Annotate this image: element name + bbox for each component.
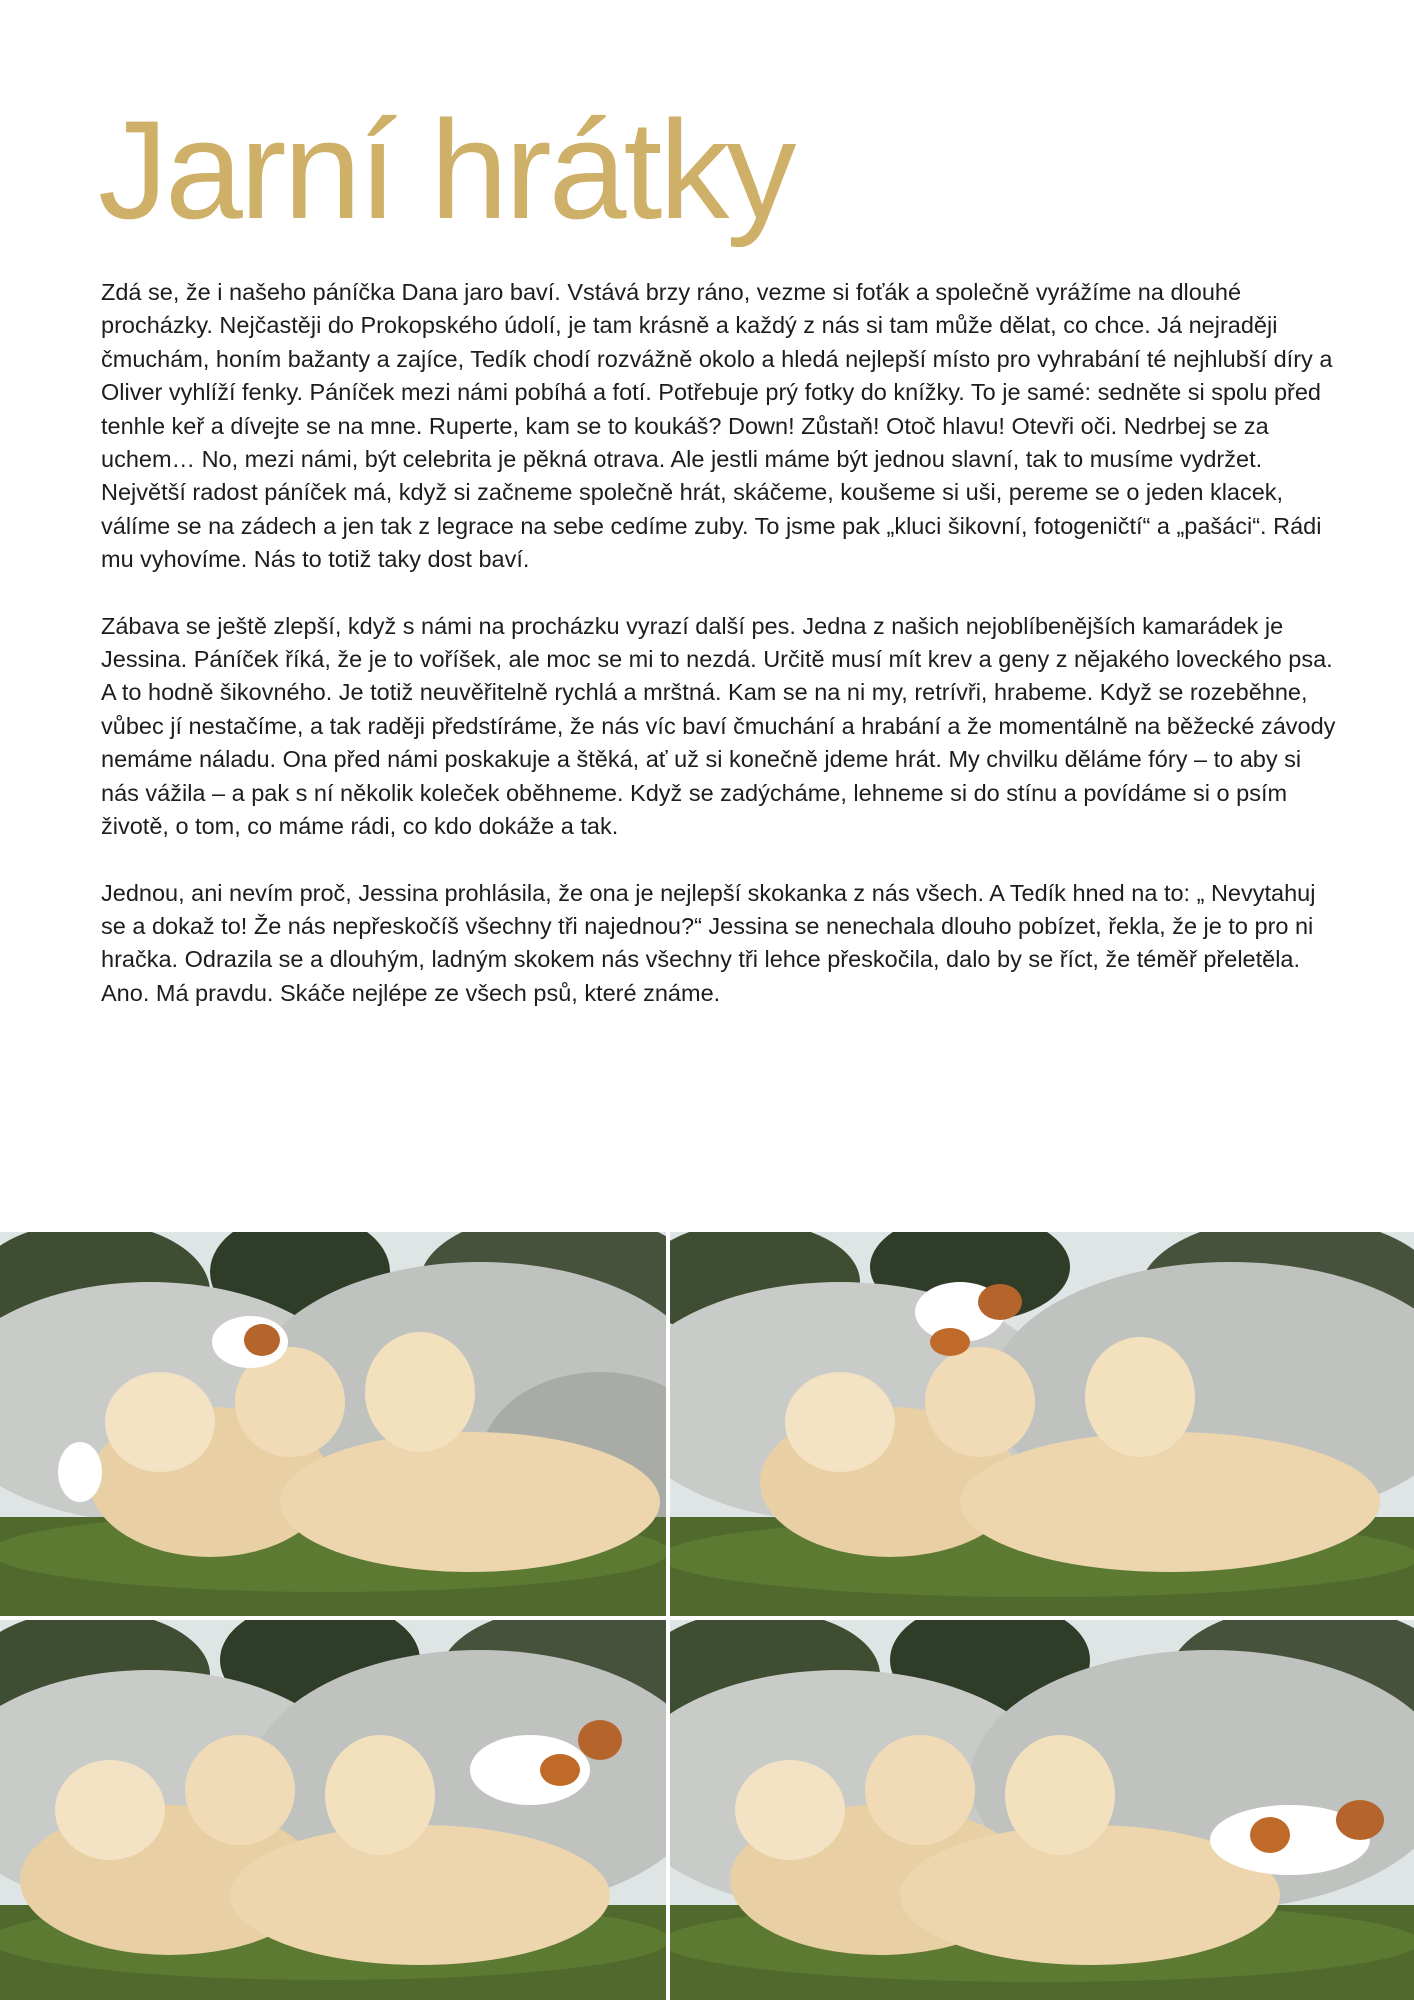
paragraph-2: Zábava se ještě zlepší, když s námi na procházku vyrazí další pes. Jedna z našich nejoblíbenějších kamarádek je Jessina. Páníček říká, že je to voříšek, ale moc se mi to nezdá. Určitě musí mít krev a geny z nějakého loveckého psa. A to hodně šikovného. Je totiž neuvěřitelně rychlá a mrštná. Kam se na ni my, retrívři, hrabeme. Když se rozeběhne, vůbec jí nestačíme, a tak raději předstíráme, že nás víc baví čmuchání a hrabání a že momentálně na běžecké závody nemáme náladu. Ona před námi poskakuje a štěká, ať už si konečně jdeme hrát. My chvilku děláme fóry – to aby si nás vážila – a pak s ní několik koleček oběhneme. Když se zadýcháme, lehneme si do stínu a povídáme si o psím životě, o tom, co máme rádi, co kdo dokáže a tak. bbox=[101, 612, 1336, 840]
page-title: Jarní hrátky bbox=[98, 91, 794, 248]
photo-dogs-4 bbox=[670, 1620, 1414, 2000]
article-body bbox=[101, 276, 1341, 1043]
paragraph-1: Zdá se, že i našeho páníčka Dana jaro baví. Vstává brzy ráno, vezme si foťák a společně vyrážíme na dlouhé procházky. Nejčastěji do Prokopského údolí, je tam krásně a každý z nás si tam může dělat, co chce. Já nejraději čmuchám, honím bažanty a zajíce, Tedík chodí rozvážně okolo a hledá nejlepší místo pro vyhrabání té nejhlubší díry a Oliver vyhlíží fenky. Páníček mezi námi pobíhá a fotí. Potřebuje prý fotky do knížky. To je samé: sedněte si spolu před tenhle keř a dívejte se na mne. Ruperte, kam se to koukáš? Down! Zůstaň! Otoč hlavu! Otevři oči. Nedrbej se za uchem… No, mezi námi, být celebrita je pěkná otrava. Ale jestli máme být jednou slavní, tak to musíme vydržet. Největší radost páníček má, když si začneme společně hrát, skáčeme, koušeme si uši, pereme se o jeden klacek, válíme se na zádech a jen tak z legrace na sebe cedíme zuby. To jsme pak „kluci šikovní, fotogeničtí“ a „pašáci“. Rádi mu vyhovíme. Nás to totiž taky dost baví. bbox=[101, 279, 1333, 573]
photo-gallery bbox=[0, 1232, 1414, 2000]
paragraph-3: Jednou, ani nevím proč, Jessina prohlásila, že ona je nejlepší skokanka z nás všech. A Tedík hned na to: „ Nevytahuj se a dokaž to! Že nás nepřeskočíš všechny tři najednou?“ Jessina se nenechala dlouho pobízet, řekla, že je to pro ni hračka. Odrazila se a dlouhým, ladným skokem nás všechny tři lehce přeskočila, dalo by se říct, že téměř přeletěla. Ano. Má pravdu. Skáče nejlépe ze všech psů, které známe. bbox=[101, 879, 1316, 1006]
photo-dogs-3 bbox=[0, 1620, 666, 2000]
photo-dogs-2 bbox=[670, 1232, 1414, 1616]
photo-dogs-1 bbox=[0, 1232, 666, 1616]
